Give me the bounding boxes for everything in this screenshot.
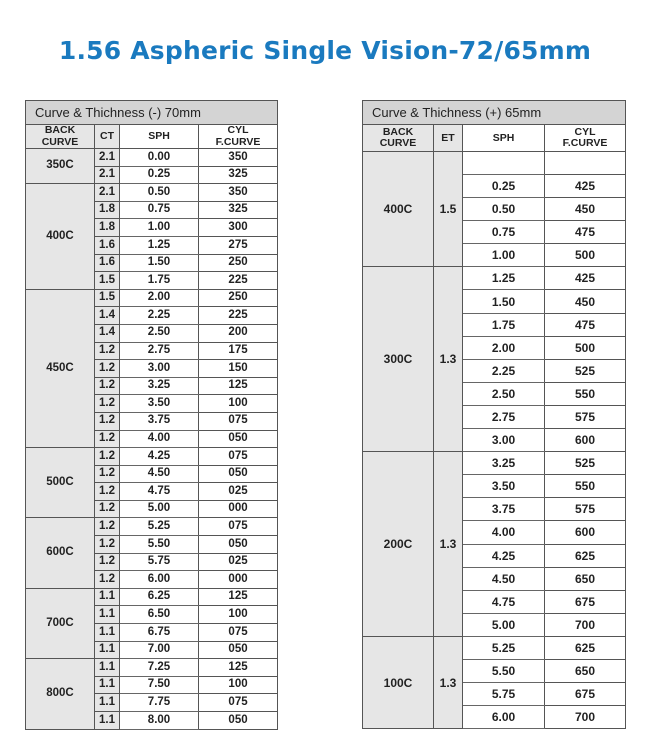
- ct-cell: 1.2: [95, 412, 120, 430]
- sph-cell: 6.00: [120, 571, 199, 589]
- cyl-cell: 075: [199, 448, 278, 466]
- cyl-cell: 075: [199, 694, 278, 712]
- ct-cell: 1.2: [95, 360, 120, 378]
- sph-header: SPH: [463, 125, 545, 152]
- cyl-cell: 050: [199, 430, 278, 448]
- page-title: 1.56 Aspheric Single Vision-72/65mm: [58, 36, 592, 65]
- cyl-cell: 625: [545, 636, 626, 659]
- sph-cell: 1.00: [463, 244, 545, 267]
- cyl-cell: 675: [545, 590, 626, 613]
- back-curve-cell: 200C: [363, 452, 434, 637]
- et-cell: 1.3: [434, 267, 463, 452]
- sph-cell: 0.50: [463, 198, 545, 221]
- cyl-cell: 550: [545, 382, 626, 405]
- cyl-cell: 325: [199, 201, 278, 219]
- cyl-cell: 625: [545, 544, 626, 567]
- ct-cell: 1.2: [95, 465, 120, 483]
- cyl-cell: 600: [545, 429, 626, 452]
- cyl-cell: 350: [199, 184, 278, 202]
- sph-cell: 4.25: [463, 544, 545, 567]
- cyl-cell: 075: [199, 518, 278, 536]
- ct-cell: 1.2: [95, 571, 120, 589]
- cyl-cell: 550: [545, 475, 626, 498]
- sph-cell: 3.75: [463, 498, 545, 521]
- sph-cell: 2.00: [463, 336, 545, 359]
- cyl-cell: [545, 152, 626, 175]
- cyl-cell: 600: [545, 521, 626, 544]
- sph-cell: 2.75: [120, 342, 199, 360]
- ct-cell: 1.2: [95, 500, 120, 518]
- cyl-cell: 125: [199, 659, 278, 677]
- ct-cell: 1.1: [95, 676, 120, 694]
- sph-cell: 3.25: [120, 377, 199, 395]
- table-row: [26, 518, 278, 536]
- sph-cell: 4.00: [120, 430, 199, 448]
- ct-cell: 1.2: [95, 377, 120, 395]
- back-curve-cell: 300C: [363, 267, 434, 452]
- plus-curve-thickness-table: [362, 100, 626, 729]
- sph-cell: 2.25: [120, 307, 199, 325]
- sph-cell: 3.50: [463, 475, 545, 498]
- sph-cell: 5.75: [120, 553, 199, 571]
- sph-cell: 0.00: [120, 149, 199, 167]
- cyl-cell: 100: [199, 676, 278, 694]
- sph-header: SPH: [120, 125, 199, 149]
- sph-cell: 3.75: [120, 412, 199, 430]
- back-curve-cell: 450C: [26, 289, 95, 447]
- cyl-cell: 500: [545, 244, 626, 267]
- table-caption: Curve & Thichness (-) 70mm: [26, 101, 278, 125]
- et-cell: 1.3: [434, 636, 463, 728]
- sph-cell: 7.75: [120, 694, 199, 712]
- cyl-cell: 150: [199, 360, 278, 378]
- ct-cell: 1.2: [95, 536, 120, 554]
- cyl-cell: 100: [199, 606, 278, 624]
- table-caption: Curve & Thichness (+) 65mm: [363, 101, 626, 125]
- cyl-cell: 450: [545, 198, 626, 221]
- cyl-cell: 225: [199, 272, 278, 290]
- sph-cell: 6.50: [120, 606, 199, 624]
- cyl-cell: 050: [199, 712, 278, 730]
- table-row: [26, 588, 278, 606]
- cyl-cell: 700: [545, 613, 626, 636]
- minus-curve-thickness-table: [25, 100, 278, 730]
- cyl-cell: 025: [199, 553, 278, 571]
- sph-cell: 0.75: [120, 201, 199, 219]
- ct-cell: 1.2: [95, 553, 120, 571]
- sph-cell: 1.50: [120, 254, 199, 272]
- table-row: [363, 267, 626, 290]
- cyl-cell: 125: [199, 377, 278, 395]
- cyl-cell: 700: [545, 706, 626, 729]
- sph-cell: 6.00: [463, 706, 545, 729]
- back-curve-cell: 700C: [26, 588, 95, 658]
- ct-cell: 1.8: [95, 219, 120, 237]
- sph-cell: 5.00: [463, 613, 545, 636]
- cyl-header: CYL F.CURVE: [199, 125, 278, 149]
- ct-cell: 1.8: [95, 201, 120, 219]
- sph-cell: 4.50: [120, 465, 199, 483]
- ct-header: CT: [95, 125, 120, 149]
- cyl-cell: 050: [199, 465, 278, 483]
- ct-cell: 1.2: [95, 448, 120, 466]
- cyl-cell: 225: [199, 307, 278, 325]
- table-row: [26, 448, 278, 466]
- sph-cell: 3.00: [463, 429, 545, 452]
- cyl-cell: 675: [545, 683, 626, 706]
- sph-cell: 4.00: [463, 521, 545, 544]
- sph-cell: 3.00: [120, 360, 199, 378]
- ct-cell: 1.6: [95, 236, 120, 254]
- sph-cell: 8.00: [120, 712, 199, 730]
- et-header: ET: [434, 125, 463, 152]
- cyl-cell: 350: [199, 149, 278, 167]
- cyl-cell: 250: [199, 254, 278, 272]
- cyl-cell: 425: [545, 175, 626, 198]
- cyl-cell: 200: [199, 324, 278, 342]
- sph-cell: 7.00: [120, 641, 199, 659]
- sph-cell: 2.00: [120, 289, 199, 307]
- back-curve-header: BACK CURVE: [363, 125, 434, 152]
- cyl-cell: 125: [199, 588, 278, 606]
- ct-cell: 1.4: [95, 324, 120, 342]
- ct-cell: 1.1: [95, 712, 120, 730]
- back-curve-cell: 500C: [26, 448, 95, 518]
- sph-cell: 1.50: [463, 290, 545, 313]
- ct-cell: 1.2: [95, 483, 120, 501]
- sph-cell: 4.75: [120, 483, 199, 501]
- back-curve-cell: 600C: [26, 518, 95, 588]
- table-row: [26, 289, 278, 307]
- ct-cell: 1.1: [95, 588, 120, 606]
- cyl-cell: 475: [545, 221, 626, 244]
- sph-cell: 4.25: [120, 448, 199, 466]
- sph-cell: 5.50: [463, 659, 545, 682]
- cyl-cell: 075: [199, 412, 278, 430]
- sph-cell: 5.75: [463, 683, 545, 706]
- ct-cell: 1.5: [95, 272, 120, 290]
- table-row: [26, 659, 278, 677]
- sph-cell: 5.25: [120, 518, 199, 536]
- cyl-cell: 075: [199, 624, 278, 642]
- ct-cell: 1.5: [95, 289, 120, 307]
- ct-cell: 2.1: [95, 149, 120, 167]
- cyl-cell: 450: [545, 290, 626, 313]
- cyl-cell: 025: [199, 483, 278, 501]
- cyl-cell: 650: [545, 659, 626, 682]
- table-row: [363, 636, 626, 659]
- back-curve-cell: 400C: [26, 184, 95, 290]
- sph-cell: 1.75: [120, 272, 199, 290]
- cyl-cell: 575: [545, 405, 626, 428]
- ct-cell: 1.2: [95, 430, 120, 448]
- sph-cell: 0.25: [120, 166, 199, 184]
- sph-cell: 5.50: [120, 536, 199, 554]
- sph-cell: 5.25: [463, 636, 545, 659]
- cyl-cell: 325: [199, 166, 278, 184]
- back-curve-cell: 100C: [363, 636, 434, 728]
- sph-cell: 1.25: [463, 267, 545, 290]
- sph-cell: 7.25: [120, 659, 199, 677]
- cyl-cell: 500: [545, 336, 626, 359]
- sph-cell: 6.75: [120, 624, 199, 642]
- sph-cell: 5.00: [120, 500, 199, 518]
- table-row: [363, 152, 626, 175]
- et-cell: 1.3: [434, 452, 463, 637]
- cyl-cell: 250: [199, 289, 278, 307]
- cyl-cell: 575: [545, 498, 626, 521]
- sph-cell: 6.25: [120, 588, 199, 606]
- sph-cell: 1.25: [120, 236, 199, 254]
- ct-cell: 1.2: [95, 518, 120, 536]
- sph-cell: 1.00: [120, 219, 199, 237]
- ct-cell: 1.1: [95, 694, 120, 712]
- sph-cell: 3.50: [120, 395, 199, 413]
- cyl-cell: 050: [199, 641, 278, 659]
- cyl-cell: 475: [545, 313, 626, 336]
- sph-cell: 2.50: [463, 382, 545, 405]
- ct-cell: 2.1: [95, 184, 120, 202]
- sph-cell: 4.75: [463, 590, 545, 613]
- cyl-cell: 650: [545, 567, 626, 590]
- sph-cell: 1.75: [463, 313, 545, 336]
- sph-cell: 7.50: [120, 676, 199, 694]
- table-row: [26, 149, 278, 167]
- table-row: [363, 452, 626, 475]
- cyl-cell: 000: [199, 571, 278, 589]
- et-cell: 1.5: [434, 152, 463, 267]
- sph-cell: 3.25: [463, 452, 545, 475]
- table-row: [26, 184, 278, 202]
- ct-cell: 1.2: [95, 395, 120, 413]
- ct-cell: 1.2: [95, 342, 120, 360]
- ct-cell: 1.1: [95, 624, 120, 642]
- cyl-cell: 300: [199, 219, 278, 237]
- ct-cell: 1.1: [95, 641, 120, 659]
- sph-cell: 0.50: [120, 184, 199, 202]
- ct-cell: 1.4: [95, 307, 120, 325]
- cyl-cell: 175: [199, 342, 278, 360]
- cyl-cell: 425: [545, 267, 626, 290]
- sph-cell: 2.25: [463, 359, 545, 382]
- ct-cell: 1.1: [95, 606, 120, 624]
- sph-cell: 4.50: [463, 567, 545, 590]
- sph-cell: 0.25: [463, 175, 545, 198]
- cyl-header: CYL F.CURVE: [545, 125, 626, 152]
- cyl-cell: 100: [199, 395, 278, 413]
- ct-cell: 1.6: [95, 254, 120, 272]
- back-curve-cell: 800C: [26, 659, 95, 729]
- back-curve-cell: 400C: [363, 152, 434, 267]
- ct-cell: 2.1: [95, 166, 120, 184]
- back-curve-cell: 350C: [26, 149, 95, 184]
- cyl-cell: 000: [199, 500, 278, 518]
- sph-cell: 2.50: [120, 324, 199, 342]
- back-curve-header: BACK CURVE: [26, 125, 95, 149]
- cyl-cell: 525: [545, 452, 626, 475]
- ct-cell: 1.1: [95, 659, 120, 677]
- cyl-cell: 050: [199, 536, 278, 554]
- sph-cell: 0.75: [463, 221, 545, 244]
- sph-cell: [463, 152, 545, 175]
- cyl-cell: 525: [545, 359, 626, 382]
- cyl-cell: 275: [199, 236, 278, 254]
- sph-cell: 2.75: [463, 405, 545, 428]
